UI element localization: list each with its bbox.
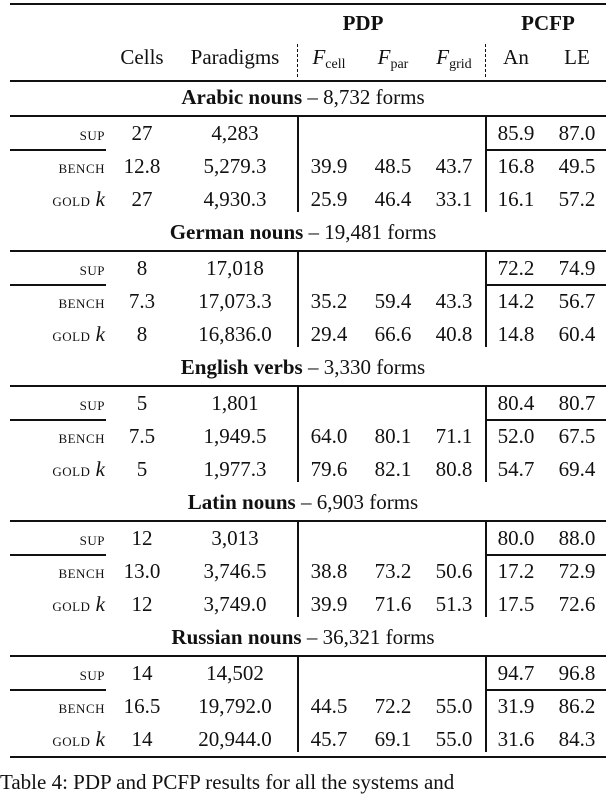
table-row (0, 522, 606, 555)
col-fgrid-header: $F_{grid}$ (436, 45, 472, 72)
section-name: Arabic nouns (181, 85, 303, 109)
header-divider-pdp (297, 44, 298, 77)
method-label: bench (58, 697, 105, 718)
method-label: bench (58, 292, 105, 313)
cell-an: 80.0 (497, 526, 535, 550)
cell-fcell: 79.6 (310, 457, 348, 481)
cell-cells: 16.5 (123, 694, 161, 718)
cell-an: 54.7 (497, 457, 535, 481)
cell-paradigms: 1,949.5 (203, 424, 267, 448)
section-name: German nouns (169, 220, 304, 244)
cell-le: 86.2 (558, 694, 596, 718)
header-column-row (0, 41, 606, 74)
table-row (0, 150, 606, 183)
cell-paradigms: 14,502 (206, 661, 264, 685)
method-k: k (95, 592, 105, 616)
section-title (0, 486, 606, 519)
pcfp-sup-rule (486, 419, 606, 421)
method-label: sup (79, 124, 105, 145)
cell-fpar: 59.4 (374, 289, 412, 313)
cell-cells: 13.0 (123, 559, 161, 583)
method-label: gold k (52, 592, 105, 616)
cell-fgrid: 55.0 (435, 694, 473, 718)
cell-fpar: 46.4 (374, 187, 412, 211)
cell-paradigms: 20,944.0 (198, 727, 272, 751)
section-forms: – 6,903 forms (300, 490, 419, 514)
pcfp-sup-rule (486, 149, 606, 151)
cell-paradigms: 1,801 (211, 391, 259, 415)
top-rule (10, 3, 606, 5)
cell-le: 60.4 (558, 322, 596, 346)
cell-cells: 7.5 (128, 424, 156, 448)
section-name: English verbs (180, 355, 303, 379)
cell-cells: 7.3 (128, 289, 156, 313)
cell-an: 16.8 (497, 154, 535, 178)
group-pdp-label: PDP (342, 11, 384, 35)
cell-cells: 12.8 (123, 154, 161, 178)
cell-an: 14.2 (497, 289, 535, 313)
cell-cells: 5 (136, 457, 148, 481)
method-label: gold k (52, 457, 105, 481)
cell-fpar: 71.6 (374, 592, 412, 616)
cell-an: 94.7 (497, 661, 535, 685)
cell-fgrid: 51.3 (435, 592, 473, 616)
table-row (0, 555, 606, 588)
section-title (0, 351, 606, 384)
bottom-rule (10, 756, 606, 758)
cell-fgrid: 43.3 (435, 289, 473, 313)
table-row (0, 252, 606, 285)
table-row (0, 318, 606, 351)
method-label: gold k (52, 727, 105, 751)
cell-fgrid: 33.1 (435, 187, 473, 211)
method-label: sup (79, 529, 105, 550)
cell-fcell: 64.0 (310, 424, 348, 448)
group-pcfp-label: PCFP (521, 11, 575, 35)
method-k: k (95, 187, 105, 211)
cell-fcell: 35.2 (310, 289, 348, 313)
table-row (0, 588, 606, 621)
section-name: Latin nouns (187, 490, 296, 514)
method-label: bench (58, 157, 105, 178)
cell-an: 85.9 (497, 121, 535, 145)
header-group-row (0, 7, 606, 40)
cell-fgrid: 40.8 (435, 322, 473, 346)
cell-le: 74.9 (558, 256, 596, 280)
method-label: sup (79, 259, 105, 280)
col-cells-header: Cells (120, 45, 164, 69)
cell-cells: 12 (131, 526, 153, 550)
table-caption: Table 4: PDP and PCFP results for all the systems and (0, 770, 455, 794)
pcfp-sup-rule (486, 284, 606, 286)
col-fpar-header: $F_{par}$ (377, 45, 409, 72)
table-row (0, 285, 606, 318)
cell-fpar: 66.6 (374, 322, 412, 346)
cell-le: 69.4 (558, 457, 596, 481)
cell-fgrid: 50.6 (435, 559, 473, 583)
cell-fpar: 82.1 (374, 457, 412, 481)
pcfp-sup-rule (486, 689, 606, 691)
section-name: Russian nouns (171, 625, 302, 649)
cell-le: 88.0 (558, 526, 596, 550)
cell-paradigms: 17,018 (206, 256, 264, 280)
cell-le: 87.0 (558, 121, 596, 145)
header-divider-pcfp (485, 44, 486, 77)
cell-an: 17.2 (497, 559, 535, 583)
cell-an: 17.5 (497, 592, 535, 616)
table-row (0, 117, 606, 150)
cell-cells: 27 (131, 187, 153, 211)
cell-fcell: 29.4 (310, 322, 348, 346)
cell-fgrid: 43.7 (435, 154, 473, 178)
cell-paradigms: 3,749.0 (203, 592, 267, 616)
cell-fcell: 38.8 (310, 559, 348, 583)
cell-le: 57.2 (558, 187, 596, 211)
cell-fgrid: 80.8 (435, 457, 473, 481)
section-forms: – 8,732 forms (307, 85, 425, 109)
cell-le: 72.9 (558, 559, 596, 583)
pcfp-sup-rule (486, 554, 606, 556)
method-k: k (95, 457, 105, 481)
cell-cells: 8 (136, 322, 148, 346)
method-label: bench (58, 562, 105, 583)
cell-le: 72.6 (558, 592, 596, 616)
cell-paradigms: 3,013 (211, 526, 259, 550)
cell-le: 56.7 (558, 289, 596, 313)
cell-cells: 5 (136, 391, 148, 415)
cell-paradigms: 3,746.5 (203, 559, 267, 583)
cell-fcell: 45.7 (310, 727, 348, 751)
cell-an: 14.8 (497, 322, 535, 346)
cell-an: 16.1 (497, 187, 535, 211)
table-row (0, 387, 606, 420)
cell-fgrid: 55.0 (435, 727, 473, 751)
cell-fpar: 48.5 (374, 154, 412, 178)
cell-cells: 8 (136, 256, 148, 280)
cell-fpar: 72.2 (374, 694, 412, 718)
cell-paradigms: 4,930.3 (203, 187, 267, 211)
col-fcell-header: $F_{cell}$ (312, 45, 346, 72)
cell-cells: 14 (131, 661, 153, 685)
method-label: gold k (52, 187, 105, 211)
table-row (0, 657, 606, 690)
method-label: gold k (52, 322, 105, 346)
cell-cells: 27 (131, 121, 153, 145)
cell-fcell: 39.9 (310, 592, 348, 616)
section-forms: – 36,321 forms (306, 625, 435, 649)
cell-fcell: 25.9 (310, 187, 348, 211)
cell-fcell: 39.9 (310, 154, 348, 178)
cell-an: 52.0 (497, 424, 535, 448)
table-row (0, 690, 606, 723)
col-le-header: LE (564, 45, 590, 69)
col-an-header: An (503, 45, 529, 69)
cell-cells: 14 (131, 727, 153, 751)
cell-fgrid: 71.1 (435, 424, 473, 448)
section-title (0, 81, 606, 114)
method-label: sup (79, 664, 105, 685)
cell-paradigms: 1,977.3 (203, 457, 267, 481)
section-title (0, 621, 606, 654)
cell-an: 31.6 (497, 727, 535, 751)
cell-paradigms: 17,073.3 (198, 289, 272, 313)
method-k: k (95, 322, 105, 346)
cell-le: 67.5 (558, 424, 596, 448)
section-title (0, 216, 606, 249)
method-label: bench (58, 427, 105, 448)
cell-fpar: 80.1 (374, 424, 412, 448)
method-k: k (95, 727, 105, 751)
cell-cells: 12 (131, 592, 153, 616)
cell-le: 84.3 (558, 727, 596, 751)
cell-fpar: 73.2 (374, 559, 412, 583)
table-row (0, 453, 606, 486)
cell-an: 72.2 (497, 256, 535, 280)
cell-paradigms: 5,279.3 (203, 154, 267, 178)
cell-an: 80.4 (497, 391, 535, 415)
cell-paradigms: 16,836.0 (198, 322, 272, 346)
section-forms: – 3,330 forms (307, 355, 426, 379)
cell-le: 96.8 (558, 661, 596, 685)
section-forms: – 19,481 forms (308, 220, 437, 244)
cell-paradigms: 4,283 (211, 121, 259, 145)
table-row (0, 723, 606, 756)
cell-fpar: 69.1 (374, 727, 412, 751)
col-paradigms-header: Paradigms (190, 45, 280, 69)
cell-paradigms: 19,792.0 (198, 694, 272, 718)
method-label: sup (79, 394, 105, 415)
table-row (0, 420, 606, 453)
cell-le: 49.5 (558, 154, 596, 178)
cell-fcell: 44.5 (310, 694, 348, 718)
cell-an: 31.9 (497, 694, 535, 718)
table-row (0, 183, 606, 216)
cell-le: 80.7 (558, 391, 596, 415)
